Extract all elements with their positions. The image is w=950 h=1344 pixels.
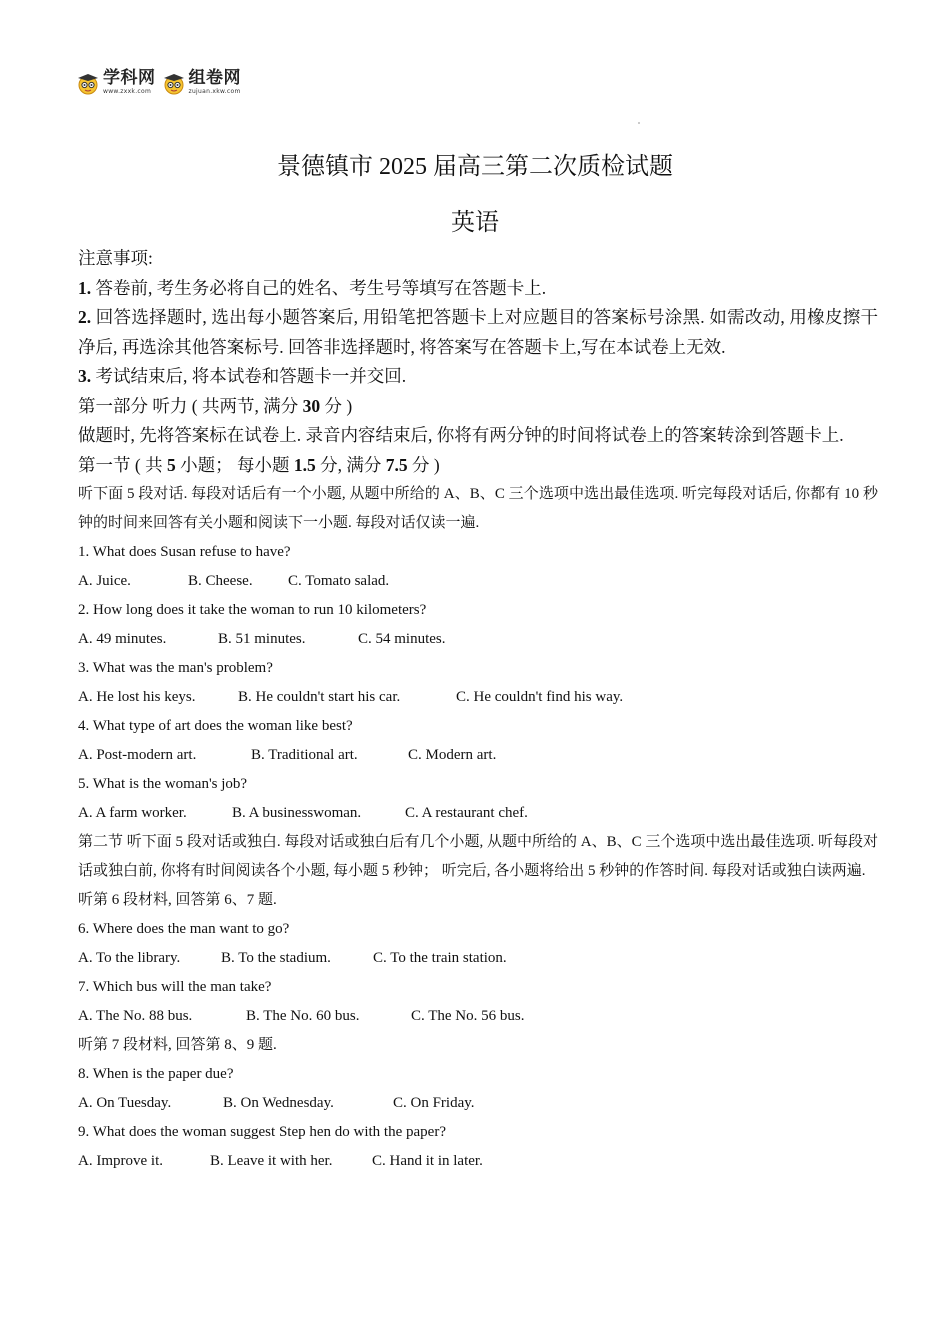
option-b: B. To the stadium. [221,950,331,966]
option-c: C. He couldn't find his way. [456,689,624,705]
option-a: A. He lost his keys. [78,689,196,705]
option-c: C. A restaurant chef. [405,805,528,821]
part1-heading-end: 分 ) [320,395,353,416]
option-a: A. The No. 88 bus. [78,1008,193,1024]
question-options [78,1002,878,1031]
question-options [78,567,878,596]
heading-num: 5 [166,454,176,475]
option-b: B. The No. 60 bus. [246,1008,360,1024]
question-options [78,625,878,654]
question: 5. What is the woman's job? [78,776,248,792]
option-b: B. Traditional art. [251,747,358,763]
option-c: C. Tomato salad. [288,573,390,589]
page-subtitle: 英语 [451,210,499,236]
notice-number: 2. [78,307,92,327]
section1-heading [78,451,878,481]
notice-heading: 注意事项: [78,248,153,268]
option-b: B. On Wednesday. [223,1095,334,1111]
section2-instruction: 第二节 听下面 5 段对话或独白. 每段对话或独白后有几个小题, 从题中所给的 A、B、C 三个选项中选出最佳选项. 听每段对话或独白前, 你将有时间阅读各个小题, 每小题 5 秒钟； 听完后, 各小题将给出 5 秒钟的作答时间. 每段对话或独白读两遍. [78,834,878,879]
option-b: B. A businesswoman. [232,805,362,821]
part1-heading-text: 第一部分 听力 ( 共两节, 满分 [78,395,303,416]
notice-text: 回答选择题时, 选出每小题答案后, 用铅笔把答题卡上对应题目的答案标号涂黑. 如需改动, 用橡皮擦干净后, 再选涂其他答案标号. 回答非选择题时, 将答案写在答题卡上,写在本试卷上无效. [78,307,878,357]
option-a: A. To the library. [78,950,181,966]
question-options [78,799,878,828]
option-a: A. Post-modern art. [78,747,197,763]
option-c: C. Modern art. [408,747,497,763]
question-options [78,683,878,712]
part1-heading [78,392,878,422]
heading-seg: 小题； 每小题 [175,454,294,475]
notice-item [78,274,878,304]
question: 6. Where does the man want to go? [78,921,290,937]
mascot-face-icon [76,71,100,95]
option-a: A. Improve it. [78,1153,163,1169]
part1-instruction: 做题时, 先将答案标在试卷上. 录音内容结束后, 你将有两分钟的时间将试卷上的答案转涂到答题卡上. [78,425,844,445]
stray-dot [638,122,640,124]
heading-num: 1.5 [293,454,316,475]
notice-item [78,362,878,392]
heading-seg: 分 ) [407,454,440,475]
question-options [78,1147,878,1176]
logo-name: 学科网 [103,68,156,88]
mascot-face-icon [162,71,186,95]
question: 4. What type of art does the woman like best? [78,718,353,734]
question: 3. What was the man's problem? [78,660,273,676]
option-b: B. Cheese. [188,573,253,589]
document-body [78,244,878,1176]
question: 1. What does Susan refuse to have? [78,544,291,560]
notice-number: 3. [78,366,92,386]
question-options [78,1089,878,1118]
question: 8. When is the paper due? [78,1066,234,1082]
option-c: C. On Friday. [393,1095,475,1111]
option-c: C. 54 minutes. [358,631,446,647]
page-title: 景德镇市 2025 届高三第二次质检试题 [277,154,673,180]
option-a: A. 49 minutes. [78,631,167,647]
option-c: C. To the train station. [373,950,507,966]
question-options [78,741,878,770]
option-b: B. Leave it with her. [210,1153,333,1169]
option-b: B. 51 minutes. [218,631,306,647]
notice-number: 1. [78,277,92,298]
option-a: A. On Tuesday. [78,1095,172,1111]
logo-xueke [76,70,156,95]
notice-item [78,303,878,362]
logo-name: 组卷网 [188,68,241,88]
option-c: C. Hand it in later. [372,1153,483,1169]
logo-url: www.zxxk.com [103,88,152,95]
logo-zujuan [162,70,242,95]
material-heading: 听第 7 段材料, 回答第 8、9 题. [78,1037,277,1053]
logo-url: zujuan.xkw.com [188,88,241,95]
heading-num: 7.5 [385,454,408,475]
site-logo [76,70,241,95]
section1-instruction: 听下面 5 段对话. 每段对话后有一个小题, 从题中所给的 A、B、C 三个选项中选出最佳选项. 听完每段对话后, 你都有 10 秒钟的时间来回答有关小题和阅读下一小题. 每段对话仅读一遍. [78,486,878,531]
option-a: A. Juice. [78,573,131,589]
material-heading: 听第 6 段材料, 回答第 6、7 题. [78,892,277,908]
heading-seg: 第一节 ( 共 [78,454,167,475]
option-b: B. He couldn't start his car. [238,689,401,705]
heading-seg: 分, 满分 [315,454,386,475]
question: 2. How long does it take the woman to run 10 kilometers? [78,602,427,618]
notice-text: 答卷前, 考生务必将自己的姓名、考生号等填写在答题卡上. [91,277,547,298]
question: 9. What does the woman suggest Step hen do with the paper? [78,1124,446,1140]
question: 7. Which bus will the man take? [78,979,272,995]
option-a: A. A farm worker. [78,805,187,821]
part1-score: 30 [302,395,321,416]
option-c: C. The No. 56 bus. [411,1008,525,1024]
question-options [78,944,878,973]
notice-text: 考试结束后, 将本试卷和答题卡一并交回. [91,366,407,386]
